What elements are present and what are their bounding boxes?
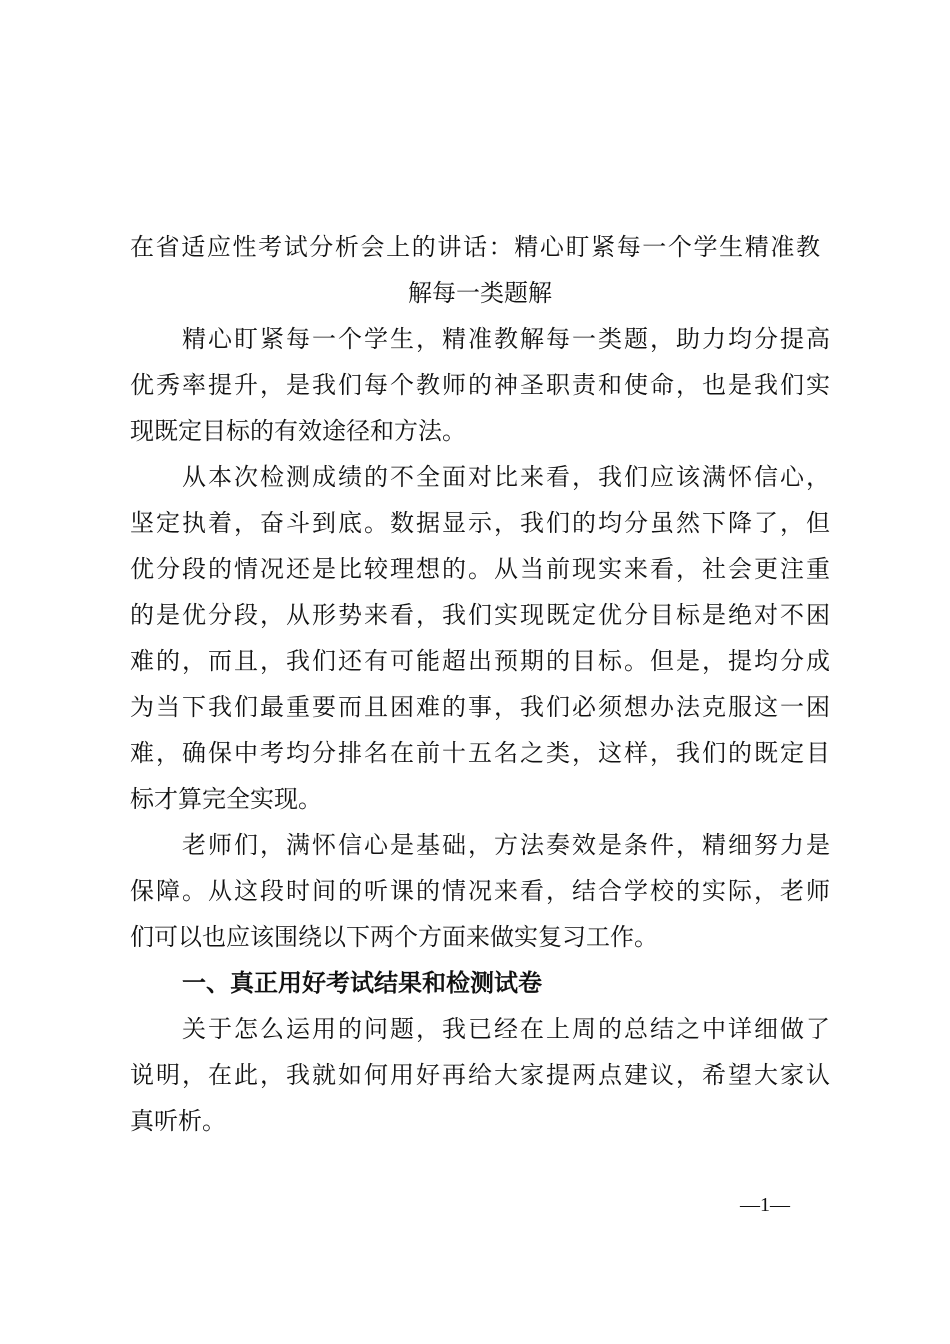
- document-page: [130, 224, 830, 1144]
- text-line: 难，确保中考均分排名在前十五名之类，这样，我们的既定目: [130, 739, 830, 767]
- text-line: 的是优分段，从形势来看，我们实现既定优分目标是绝对不困: [130, 601, 830, 629]
- text-line: 优秀率提升，是我们每个教师的神圣职责和使命，也是我们实: [130, 371, 830, 399]
- section-heading: 一、真正用好考试结果和检测试卷: [182, 969, 542, 997]
- text-line: 老师们，满怀信心是基础，方法奏效是条件，精细努力是: [182, 831, 830, 859]
- text-line: 优分段的情况还是比较理想的。从当前现实来看，社会更注重: [130, 555, 830, 583]
- text-line: 为当下我们最重要而且困难的事，我们必须想办法克服这一困: [130, 693, 830, 721]
- text-line: 精心盯紧每一个学生，精准教解每一类题，助力均分提高: [182, 325, 830, 353]
- text-line: 们可以也应该围绕以下两个方面来做实复习工作。: [130, 923, 658, 951]
- text-line: 从本次检测成绩的不全面对比来看，我们应该满怀信心，: [182, 463, 830, 491]
- paragraph: [130, 316, 830, 454]
- paragraph: [130, 822, 830, 960]
- document-title: [130, 224, 830, 316]
- paragraph: [130, 1006, 830, 1144]
- text-line: 关于怎么运用的问题，我已经在上周的总结之中详细做了: [182, 1015, 830, 1043]
- title-line: 在省适应性考试分析会上的讲话：精心盯紧每一个学生精准教: [130, 233, 820, 261]
- text-line: 保障。从这段时间的听课的情况来看，结合学校的实际，老师: [130, 877, 830, 905]
- title-line: 解每一类题解: [408, 279, 552, 307]
- page-number: —1—: [740, 1194, 790, 1216]
- text-line: 说明，在此，我就如何用好再给大家提两点建议，希望大家认: [130, 1061, 830, 1089]
- text-line: 坚定执着，奋斗到底。数据显示，我们的均分虽然下降了，但: [130, 509, 830, 537]
- paragraph: [130, 454, 830, 822]
- text-line: 真听析。: [130, 1107, 226, 1135]
- text-line: 现既定目标的有效途径和方法。: [130, 417, 466, 445]
- text-line: 标才算完全实现。: [130, 785, 322, 813]
- text-line: 难的，而且，我们还有可能超出预期的目标。但是，提均分成: [130, 647, 830, 675]
